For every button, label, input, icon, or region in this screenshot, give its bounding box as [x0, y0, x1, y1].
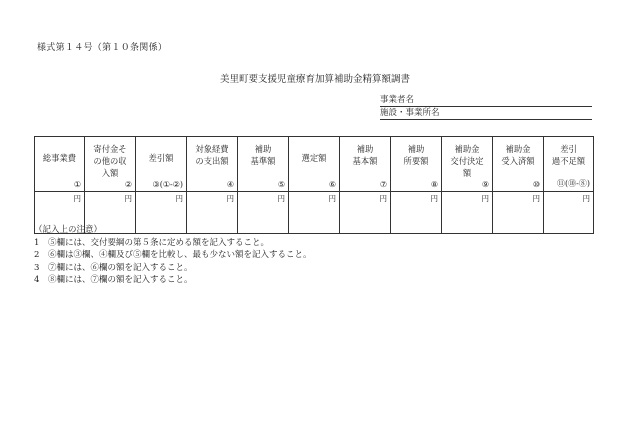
value-cell-net-amount[interactable]: 円 — [136, 192, 187, 234]
value-cell-base-amount[interactable]: 円 — [340, 192, 391, 234]
facility-line — [380, 108, 592, 120]
header-cell-grant-decision — [442, 137, 493, 192]
header-label: 選定額 — [301, 153, 327, 163]
header-cell-received-amount — [493, 137, 544, 192]
header-cell-balance — [544, 137, 594, 192]
header-cell-required-amount — [391, 137, 442, 192]
value-cell-donations[interactable]: 円 — [85, 192, 136, 234]
value-cell-required-amount[interactable]: 円 — [391, 192, 442, 234]
value-cell-total-cost[interactable]: 円 — [35, 192, 85, 234]
column-number: ⑩ — [532, 180, 540, 189]
notes-heading: （記入上の注意） — [34, 225, 103, 235]
header-cell-selected-amount — [289, 137, 340, 192]
header-cell-subsidy-standard — [238, 137, 289, 192]
header-label: 寄付金そ の他の収 入額 — [93, 144, 127, 178]
value-cell-grant-decision[interactable]: 円 — [442, 192, 493, 234]
form-number: 様式第１４号（第１０条関係） — [37, 43, 168, 53]
settlement-table — [34, 136, 594, 234]
header-label: 補助金 受入済額 — [501, 144, 535, 166]
column-number: ⑥ — [328, 180, 336, 189]
header-cell-donations — [85, 137, 136, 192]
value-cell-selected-amount[interactable]: 円 — [289, 192, 340, 234]
header-label: 総事業費 — [42, 153, 77, 163]
header-row — [35, 137, 594, 192]
header-cell-base-amount — [340, 137, 391, 192]
note-item: 3 ⑦欄には、⑥欄の額を記入すること。 — [34, 262, 193, 273]
column-number: ① — [73, 180, 81, 189]
value-cell-balance[interactable]: 円 — [544, 192, 594, 234]
header-label: 差引額 — [148, 153, 174, 163]
column-number: ⑪(⑩-⑧) — [557, 179, 590, 188]
header-label: 補助 基準額 — [250, 144, 276, 166]
header-label: 差引 過不足額 — [551, 144, 586, 166]
header-cell-net-amount — [136, 137, 187, 192]
business-operator-line — [380, 95, 592, 107]
header-label: 対象経費 の支出額 — [195, 144, 229, 166]
value-cell-received-amount[interactable]: 円 — [493, 192, 544, 234]
document-title: 美里町要支援児童療育加算補助金精算額調書 — [219, 74, 410, 85]
header-cell-target-expenses — [187, 137, 238, 192]
header-label: 補助 基本額 — [352, 144, 378, 166]
header-label: 補助金 交付決定 額 — [450, 144, 484, 178]
column-number: ⑧ — [430, 180, 438, 189]
column-number: ② — [124, 180, 132, 189]
note-item: 4 ⑧欄には、⑦欄の額を記入すること。 — [34, 275, 193, 286]
header-cell-total-cost — [35, 137, 85, 192]
note-item: 2 ⑥欄は③欄、④欄及び⑤欄を比較し、最も少ない額を記入すること。 — [34, 250, 312, 261]
column-number: ⑨ — [481, 180, 489, 189]
header-label: 補助 所要額 — [403, 144, 429, 166]
value-cell-target-expenses[interactable]: 円 — [187, 192, 238, 234]
column-number: ⑤ — [277, 180, 285, 189]
column-number: ③(①-②) — [152, 180, 183, 189]
business-operator-label: 事業者名 — [380, 95, 415, 105]
column-number: ④ — [226, 180, 234, 189]
column-number: ⑦ — [379, 180, 387, 189]
notes-section — [34, 224, 312, 287]
facility-label: 施設・事業所名 — [380, 108, 440, 118]
value-cell-subsidy-standard[interactable]: 円 — [238, 192, 289, 234]
note-item: 1 ⑤欄には、交付要綱の第５条に定める額を記入すること。 — [34, 237, 270, 248]
